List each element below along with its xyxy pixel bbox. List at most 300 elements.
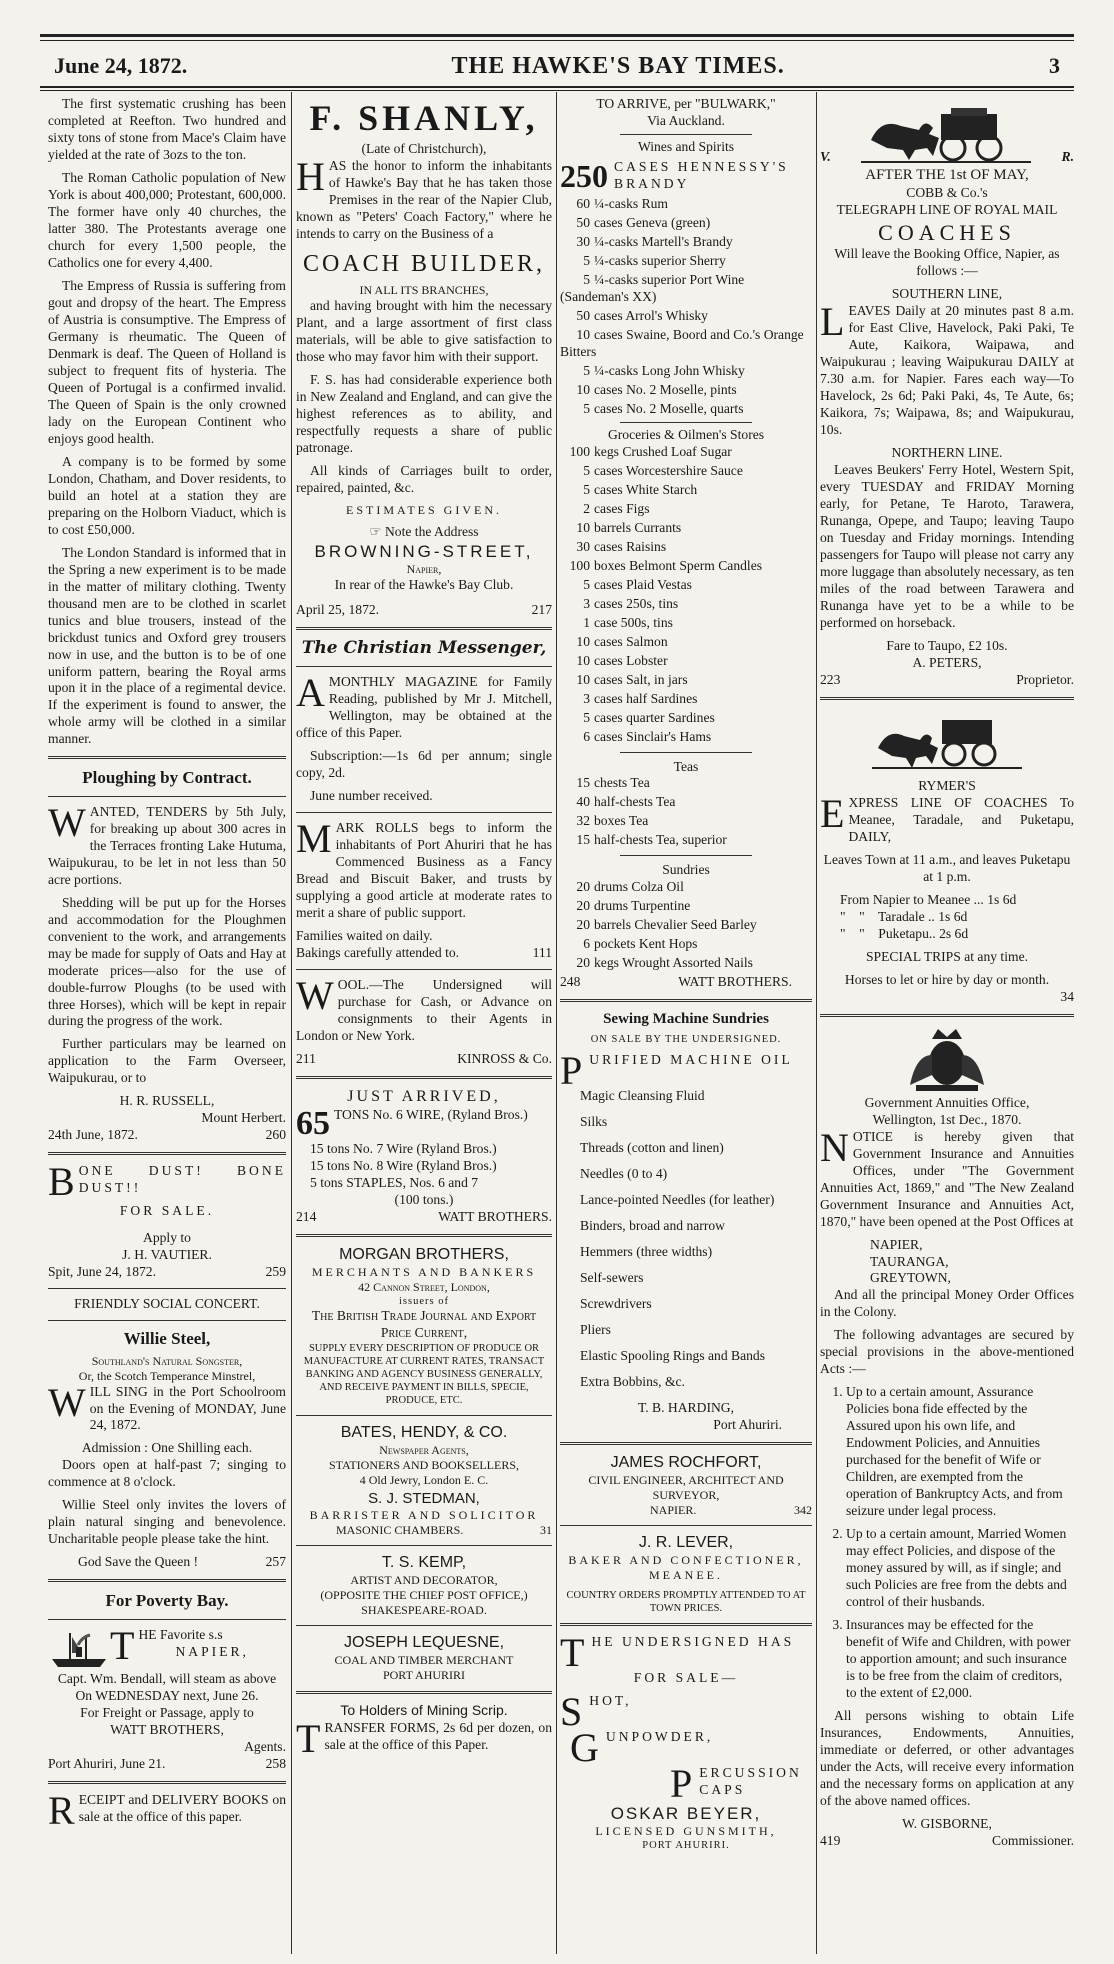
ad-text: Subscription:—1s 6d per annum; single copy, 2d. bbox=[296, 748, 552, 781]
ad-subtitle: IN ALL ITS BRANCHES, bbox=[359, 282, 489, 297]
ad-place: PORT AHURIRI. bbox=[642, 1840, 730, 1852]
list-item bbox=[560, 401, 812, 418]
ad-text: Proprietor. bbox=[1016, 671, 1074, 687]
section-title: SOUTHERN LINE, bbox=[891, 286, 1003, 302]
ad-text: God Save the Queen ! bbox=[78, 1554, 199, 1570]
drop-cap: R bbox=[48, 1787, 75, 1833]
sundries-list bbox=[560, 879, 812, 972]
list-item bbox=[560, 327, 812, 361]
ad-text: XPRESS LINE OF COACHES To Meanee, Taradale, and Puketapu, DAILY, bbox=[848, 794, 1074, 844]
ad-title: AFTER THE 1st OF MAY, bbox=[865, 167, 1029, 183]
ad-footer bbox=[820, 672, 1074, 689]
item-quantity: 5 bbox=[583, 271, 590, 287]
item-quantity: 20 bbox=[576, 879, 590, 895]
ad-text: issuers of bbox=[399, 1295, 449, 1307]
ad-name: J. R. LEVER, bbox=[638, 1533, 734, 1551]
item-quantity: 60 bbox=[576, 195, 590, 211]
item-description: cases half Sardines bbox=[594, 690, 698, 706]
ship-block bbox=[48, 1622, 286, 1671]
top-rule bbox=[40, 34, 1074, 37]
list-item bbox=[560, 482, 812, 499]
list-item bbox=[560, 234, 812, 251]
page-number: 3 bbox=[1049, 53, 1060, 78]
ad-text: HOT, bbox=[589, 1693, 632, 1709]
divider bbox=[820, 1014, 1074, 1017]
item-description: ¼-casks Long John Whisky bbox=[594, 362, 745, 378]
sewing-item: Lance-pointed Needles (for leather) bbox=[580, 1192, 775, 1208]
item-quantity: 5 bbox=[583, 462, 590, 478]
ad-footer bbox=[820, 1833, 1074, 1850]
ad-number: 419 bbox=[820, 1833, 841, 1848]
ad-text: Further particulars may be learned on application to the Farm Overseer, Waipukurau, or to bbox=[48, 1036, 286, 1086]
ad-text: HE Favorite s.s bbox=[138, 1626, 223, 1642]
list-item bbox=[560, 382, 812, 399]
item-quantity: 5 bbox=[583, 400, 590, 416]
sewing-item: Silks bbox=[580, 1114, 608, 1130]
ad-number: 257 bbox=[265, 1554, 286, 1570]
ad-town: Napier, bbox=[406, 561, 442, 576]
list-item bbox=[560, 215, 812, 232]
column-4 bbox=[820, 96, 1074, 1956]
item-description: cases White Starch bbox=[594, 481, 698, 497]
drop-cap: A bbox=[296, 670, 325, 716]
ad-footer bbox=[296, 1523, 552, 1538]
ad-signature: WATT BROTHERS. bbox=[438, 1208, 552, 1224]
sewing-items bbox=[560, 1088, 812, 1391]
divider bbox=[296, 1076, 552, 1079]
ad-text: Bakings carefully attended to. bbox=[296, 944, 460, 960]
ad-text: F. S. has had considerable experience both in New Zealand and England, and can give the highest references as to ability, and respectfully requests a share of public patronage. bbox=[296, 371, 552, 455]
ad-place: NAPIER. bbox=[650, 1502, 697, 1517]
ad-footer bbox=[48, 1756, 286, 1773]
divider bbox=[560, 1525, 812, 1526]
advantage-item: 2. Up to a certain amount, Married Women may effect Policies, and dispose of the money assured by will, as if single; and such Policies are free from the debts and control of their husbands. bbox=[846, 1526, 1074, 1611]
ad-text: All kinds of Carriages built to order, repaired, painted, &c. bbox=[296, 462, 552, 495]
ad-text: Doors open at half-past 7; singing to commence at 8 o'clock. bbox=[48, 1457, 286, 1490]
wines-list bbox=[560, 196, 812, 418]
ad-address: 4 Old Jewry, London E. C. bbox=[359, 1472, 489, 1487]
ad-number: 342 bbox=[794, 1502, 812, 1517]
ad-heading-line bbox=[560, 1048, 812, 1094]
ad-heading-line bbox=[560, 1630, 812, 1676]
ad-date: Wellington, 1st Dec., 1870. bbox=[872, 1111, 1022, 1127]
item-description: cases Geneva (green) bbox=[594, 214, 711, 230]
item-quantity: 6 bbox=[583, 728, 590, 744]
ad-title: Government Annuities Office, bbox=[864, 1094, 1030, 1110]
section-title: Sundries bbox=[662, 862, 710, 878]
towns-list bbox=[820, 1237, 1074, 1288]
drop-cap: W bbox=[48, 1379, 86, 1425]
ad-address: BROWNING-STREET, bbox=[314, 541, 534, 561]
drop-cap: W bbox=[296, 972, 334, 1018]
ad-text: ECEIPT and DELIVERY BOOKS on sale at the office of this paper. bbox=[78, 1791, 286, 1824]
ad-text: 15 tons No. 7 Wire (Ryland Bros.) bbox=[310, 1140, 497, 1156]
item-quantity: 10 bbox=[576, 326, 590, 342]
fare-line: " " Taradale .. 1s 6d bbox=[840, 908, 968, 924]
ad-text: BAKER AND CONFECTIONER, bbox=[568, 1552, 804, 1567]
ad-text: CASES HENNESSY'S BRANDY bbox=[614, 158, 789, 191]
drop-cap: B bbox=[48, 1159, 75, 1205]
ad-text: MONTHLY MAGAZINE for Family Reading, published by Mr J. Mitchell, Wellington, may be obtained at the office of this Paper. bbox=[296, 674, 552, 741]
ad-date: Port Ahuriri, June 21. bbox=[48, 1755, 166, 1771]
divider bbox=[620, 422, 752, 423]
ad-text: COUNTRY ORDERS PROMPTLY ATTENDED TO AT TOWN PRICES. bbox=[566, 1589, 806, 1615]
item-quantity: 40 bbox=[576, 794, 590, 810]
list-item bbox=[560, 813, 812, 830]
ad-title: ONE DUST! BONE DUST!! bbox=[78, 1163, 286, 1196]
drop-cap: T bbox=[296, 1715, 321, 1761]
item-quantity: 50 bbox=[576, 307, 590, 323]
divider bbox=[560, 1442, 812, 1445]
item-description: half-chests Tea bbox=[594, 794, 676, 810]
town-name: NAPIER, bbox=[870, 1236, 923, 1252]
drop-cap: M bbox=[296, 816, 332, 862]
ad-subtitle: Via Auckland. bbox=[647, 112, 725, 128]
ad-text: LICENSED GUNSMITH, bbox=[595, 1824, 777, 1839]
item-description: drums Turpentine bbox=[594, 898, 691, 914]
item-quantity: 2 bbox=[583, 500, 590, 516]
ad-text: AS the honor to inform the inhabitants of Hawke's Bay that he has taken those Premises in the rear of the Napier Club, known as "Peters' Coach Factory," where he intends to carry on the Business of a bbox=[296, 157, 552, 241]
ad-text: UNPOWDER, bbox=[605, 1729, 714, 1745]
ad-subtitle: (Late of Christchurch), bbox=[361, 141, 487, 156]
ad-text: MASONIC CHAMBERS. bbox=[336, 1523, 464, 1538]
list-item bbox=[560, 832, 812, 849]
ad-text: CIVIL ENGINEER, ARCHITECT AND SURVEYOR, bbox=[588, 1472, 784, 1502]
stagecoach-icon bbox=[861, 100, 1031, 166]
section-title: Teas bbox=[673, 758, 699, 774]
item-quantity: 5 bbox=[583, 576, 590, 592]
ad-subtitle: Or, the Scotch Temperance Minstrel, bbox=[78, 1368, 256, 1383]
item-quantity: 10 bbox=[576, 633, 590, 649]
sewing-item: Elastic Spooling Rings and Bands bbox=[580, 1348, 766, 1364]
section-title: NORTHERN LINE. bbox=[891, 445, 1003, 461]
town-name: TAURANGA, bbox=[870, 1253, 949, 1269]
ad-text: Fare to Taupo, £2 10s. bbox=[886, 637, 1008, 653]
sewing-item: Magic Cleansing Fluid bbox=[580, 1088, 705, 1104]
section-title: Wines and Spirits bbox=[637, 138, 735, 154]
item-quantity: 100 bbox=[569, 443, 590, 459]
list-item bbox=[560, 936, 812, 953]
ad-signature: A. PETERS, bbox=[912, 654, 982, 670]
ad-signature: WATT BROTHERS. bbox=[678, 974, 792, 990]
ad-text: Will leave the Booking Office, Napier, as follows :— bbox=[834, 246, 1060, 279]
ad-text: All persons wishing to obtain Life Insurances, Endowments, Annuities, immediate or deferred, or other advantages under the Acts, will receive every information and the necessary forms on application at any of the above named offices. bbox=[820, 1708, 1074, 1809]
ad-footer bbox=[48, 1127, 286, 1144]
item-description: ¼-casks Rum bbox=[594, 195, 669, 211]
item-description: kegs Wrought Assorted Nails bbox=[594, 955, 753, 971]
column-divider bbox=[816, 92, 817, 1954]
ad-date: April 25, 1872. bbox=[296, 601, 380, 617]
ad-text: Willie Steel only invites the lovers of plain natural singing and benevolence. Uncharitable people please take the hint. bbox=[48, 1497, 286, 1547]
item-quantity: 20 bbox=[576, 898, 590, 914]
item-description: cases Swaine, Boord and Co.'s Orange Bitters bbox=[560, 326, 804, 359]
list-item bbox=[560, 444, 812, 461]
divider bbox=[296, 969, 552, 970]
item-description: barrels Currants bbox=[594, 519, 682, 535]
divider bbox=[48, 1579, 286, 1582]
divider bbox=[620, 134, 752, 135]
ad-text: Shedding will be put up for the Horses and accommodation for the Ploughmen convenient to the work, and arrangements may be made for supply of Oats and Hay at moderate prices—also for the use of double-furrow Ploughs (to be used with three Horses), which will be kept in repair during the progress of the work. bbox=[48, 894, 286, 1029]
teas-list bbox=[560, 775, 812, 849]
ad-text: TONS No. 6 WIRE, (Ryland Bros.) bbox=[334, 1106, 528, 1122]
item-description: cases Figs bbox=[594, 500, 650, 516]
town-name: GREYTOWN, bbox=[870, 1270, 951, 1286]
ad-name: BATES, HENDY, & CO. bbox=[340, 1423, 508, 1441]
ad-footer bbox=[560, 974, 812, 991]
divider bbox=[296, 627, 552, 630]
divider bbox=[296, 1545, 552, 1546]
item-description: cases 250s, tins bbox=[594, 595, 679, 611]
list-item bbox=[560, 691, 812, 708]
ad-text: Note the Address bbox=[384, 523, 479, 539]
item-description: ¼-casks Martell's Brandy bbox=[594, 233, 733, 249]
divider bbox=[48, 1152, 286, 1155]
column-divider bbox=[556, 92, 557, 1954]
ad-text: ARK ROLLS begs to inform the inhabitants of Port Ahuriri that he has Commenced Business as a Fancy Bread and Biscuit Baker, and trusts by supplying a good article at moderate rates to merit a share of public support. bbox=[296, 820, 552, 920]
groceries-list bbox=[560, 444, 812, 746]
item-description: cases No. 2 Moselle, quarts bbox=[594, 400, 744, 416]
ad-subtitle: TELEGRAPH LINE OF ROYAL MAIL bbox=[836, 201, 1058, 217]
express-coach-icon bbox=[872, 708, 1022, 778]
ad-name: Willie Steel, bbox=[123, 1329, 211, 1349]
ad-text: SHAKESPEARE-ROAD. bbox=[361, 1603, 487, 1618]
masthead-rule bbox=[40, 86, 1074, 88]
item-description: half-chests Tea, superior bbox=[594, 832, 727, 848]
ad-text: Newspaper Agents, bbox=[379, 1442, 469, 1457]
item-quantity: 5 bbox=[583, 709, 590, 725]
list-item bbox=[560, 272, 812, 306]
item-quantity: 10 bbox=[576, 381, 590, 397]
ship-name: NAPIER, bbox=[175, 1643, 249, 1659]
item-description: cases quarter Sardines bbox=[594, 709, 715, 725]
divider bbox=[296, 1691, 552, 1694]
ad-footer bbox=[296, 1209, 552, 1226]
masthead bbox=[54, 46, 1060, 86]
list-item bbox=[560, 794, 812, 811]
top-rule-thin bbox=[40, 40, 1074, 41]
ad-text: ESTIMATES GIVEN. bbox=[346, 502, 502, 517]
ad-text: SUPPLY EVERY DESCRIPTION OF PRODUCE OR MANUFACTURE AT CURRENT RATES, TRANSACT BANKING AND AGENCY BUSINESS GENERALLY, AND RECEIVE PAYMENT IN BILLS, SPECIE, PRODUCE, ETC. bbox=[303, 1342, 545, 1407]
divider bbox=[296, 1415, 552, 1416]
section-title: Groceries & Oilmen's Stores bbox=[607, 426, 765, 442]
divider bbox=[296, 1625, 552, 1626]
item-description: ¼-casks superior Sherry bbox=[594, 252, 726, 268]
divider bbox=[820, 697, 1074, 700]
list-item bbox=[560, 558, 812, 575]
list-item bbox=[560, 879, 812, 896]
item-quantity: 15 bbox=[576, 832, 590, 848]
fare-line: From Napier to Meanee ... 1s 6d bbox=[840, 891, 1017, 907]
item-description: drums Colza Oil bbox=[594, 879, 684, 895]
ad-heading: COACHES bbox=[878, 219, 1016, 245]
item-description: cases Salt, in jars bbox=[594, 671, 688, 687]
ad-text: OTICE is hereby given that Government Insurance and Annuities Offices, under "The Government Annuities Act, 1869," and "The New Zealand Government Insurance and Annuities Act, 1870," have been opened at the Post Offices at bbox=[820, 1128, 1074, 1229]
ad-name: JAMES ROCHFORT, bbox=[610, 1453, 762, 1471]
ad-number: 258 bbox=[265, 1755, 286, 1771]
ad-text: ARTIST AND DECORATOR, bbox=[350, 1573, 498, 1588]
ad-heading: URIFIED MACHINE OIL bbox=[589, 1052, 793, 1068]
item-description: cases Raisins bbox=[594, 538, 667, 554]
item-quantity: 30 bbox=[576, 233, 590, 249]
ad-footer bbox=[296, 945, 552, 962]
divider bbox=[560, 1623, 812, 1626]
ad-text: (100 tons.) bbox=[394, 1191, 454, 1207]
column-1 bbox=[48, 96, 286, 1956]
column-divider bbox=[291, 92, 292, 1954]
ad-date: Spit, June 24, 1872. bbox=[48, 1264, 156, 1280]
coach-banner bbox=[820, 96, 1074, 166]
news-item: The Empress of Russia is suffering from gout and dropsy of the heart. The Empress of Austria is consumptive. The Empress of Germany is rheumatic. The Queen of Denmark is deaf. The Queen of Holland is subject to frequent fits of hysteria. The Queen of Portugal is a confirmed invalid. The Queen of Spain is the only crowned lady on the European Continent who enjoys good health. bbox=[48, 277, 286, 446]
list-item bbox=[560, 577, 812, 594]
ad-name: F. SHANLY, bbox=[309, 98, 539, 138]
ad-subtitle: MERCHANTS AND BANKERS bbox=[311, 1264, 537, 1279]
list-item bbox=[560, 955, 812, 972]
news-item: The first systematic crushing has been completed at Reefton. Two hundred and sixty tons of stone from Mace's Claim have yielded at the rate of 3ozs to the ton. bbox=[48, 96, 286, 162]
drop-cap: L bbox=[820, 299, 845, 345]
ad-name: T. S. KEMP, bbox=[381, 1554, 467, 1572]
divider bbox=[48, 1320, 286, 1321]
item-quantity: 32 bbox=[576, 813, 590, 829]
divider bbox=[296, 812, 552, 813]
item-description: cases Lobster bbox=[594, 652, 668, 668]
ad-signature: J. H. VAUTIER. bbox=[122, 1247, 212, 1263]
ad-text: STATIONERS AND BOOKSELLERS, bbox=[328, 1457, 520, 1472]
list-item bbox=[560, 196, 812, 213]
list-item bbox=[560, 672, 812, 689]
divider bbox=[48, 1781, 286, 1784]
list-item bbox=[560, 596, 812, 613]
ad-text: (OPPOSITE THE CHIEF POST OFFICE,) bbox=[320, 1588, 528, 1603]
list-item bbox=[560, 615, 812, 632]
ad-name: RYMER'S bbox=[918, 777, 976, 793]
item-quantity: 3 bbox=[583, 595, 590, 611]
ad-number: 211 bbox=[296, 1050, 316, 1066]
item-description: cases Arrol's Whisky bbox=[594, 307, 708, 323]
drop-cap: T bbox=[110, 1622, 135, 1668]
divider bbox=[560, 999, 812, 1002]
ad-text: 15 tons No. 8 Wire (Ryland Bros.) bbox=[310, 1157, 497, 1173]
ad-text: June number received. bbox=[310, 788, 433, 804]
list-item bbox=[560, 520, 812, 537]
ad-text: And all the principal Money Order Offices in the Colony. bbox=[820, 1287, 1074, 1320]
note-line bbox=[296, 524, 552, 541]
item-quantity: 30 bbox=[576, 538, 590, 554]
ad-text: Families waited on daily. bbox=[296, 927, 433, 943]
ad-heading: COACH BUILDER, bbox=[302, 250, 545, 277]
sewing-item: Threads (cotton and linen) bbox=[580, 1140, 724, 1156]
sewing-item: Binders, broad and narrow bbox=[580, 1218, 725, 1234]
divider bbox=[620, 855, 752, 856]
divider bbox=[48, 756, 286, 759]
item-quantity: 100 bbox=[569, 557, 590, 573]
ad-text: FOR SALE— bbox=[633, 1670, 739, 1686]
ad-number: 214 bbox=[296, 1208, 317, 1224]
list-item bbox=[560, 463, 812, 480]
ad-title: For Poverty Bay. bbox=[105, 1591, 229, 1611]
divider bbox=[48, 1288, 286, 1289]
item-description: case 500s, tins bbox=[594, 614, 673, 630]
banner-letter: V. bbox=[820, 149, 831, 165]
ad-text: ILL SING in the Port Schoolroom on the Evening of MONDAY, June 24, 1872. bbox=[89, 1383, 286, 1433]
divider bbox=[296, 666, 552, 667]
ad-footer bbox=[296, 602, 552, 619]
item-quantity: 10 bbox=[576, 652, 590, 668]
ad-subtitle: FOR SALE. bbox=[119, 1203, 215, 1219]
ad-footer bbox=[296, 1051, 552, 1068]
item-description: boxes Tea bbox=[594, 813, 649, 829]
ad-date: 24th June, 1872. bbox=[48, 1127, 138, 1143]
ad-text: On WEDNESDAY next, June 26. bbox=[75, 1687, 259, 1703]
list-item bbox=[560, 917, 812, 934]
drop-cap: G bbox=[570, 1725, 602, 1771]
royal-arms-icon bbox=[902, 1025, 992, 1095]
ad-signature: W. GISBORNE, bbox=[902, 1816, 992, 1832]
item-description: cases No. 2 Moselle, pints bbox=[594, 381, 737, 397]
divider bbox=[620, 752, 752, 753]
ad-number: 34 bbox=[1060, 988, 1074, 1004]
ad-title: FRIENDLY SOCIAL CONCERT. bbox=[74, 1296, 260, 1312]
drop-cap: E bbox=[820, 790, 845, 836]
ad-place: Mount Herbert. bbox=[201, 1110, 286, 1126]
ad-place: MEANEE. bbox=[649, 1567, 723, 1582]
banner-letter: R. bbox=[1061, 149, 1074, 165]
item-quantity: 5 bbox=[583, 362, 590, 378]
drop-cap: H bbox=[296, 153, 325, 199]
sewing-item: Extra Bobbins, &c. bbox=[580, 1374, 685, 1390]
item-quantity: 10 bbox=[576, 519, 590, 535]
column-3 bbox=[560, 96, 812, 1956]
ad-name: JOSEPH LEQUESNE, bbox=[343, 1634, 505, 1652]
list-item bbox=[560, 253, 812, 270]
item-quantity: 5 bbox=[583, 481, 590, 497]
ad-subtitle: ON SALE BY THE UNDERSIGNED. bbox=[590, 1034, 782, 1046]
ad-number: 111 bbox=[532, 944, 552, 960]
ad-name: S. J. STEDMAN, bbox=[368, 1489, 480, 1507]
ad-text: Commissioner. bbox=[992, 1833, 1074, 1848]
paper-title: THE HAWKE'S BAY TIMES. bbox=[451, 52, 785, 79]
ad-item-line bbox=[560, 1689, 812, 1735]
ad-number: 260 bbox=[265, 1127, 286, 1143]
item-quantity: 6 bbox=[583, 936, 590, 952]
column-2 bbox=[296, 96, 552, 1956]
ad-text: Horses to let or hire by day or month. bbox=[844, 971, 1050, 987]
ad-heading: JUST ARRIVED, bbox=[347, 1087, 501, 1105]
ad-text: PORT AHURIRI bbox=[382, 1668, 466, 1683]
news-item: A company is to be formed by some London, Chatham, and Dover residents, to build an hotel at a station they are preparing on the Holborn Viaduct, which is to cost £50,000. bbox=[48, 453, 286, 537]
item-quantity: 3 bbox=[583, 690, 590, 706]
item-quantity: 20 bbox=[576, 955, 590, 971]
list-item bbox=[560, 634, 812, 651]
ad-title: Sewing Machine Sundries bbox=[603, 1011, 769, 1028]
news-item: The Roman Catholic population of New York is about 400,000; Protestant, 600,000. The former have only 40 churches, the latter 380. The Protestants average one church for every 1,500 people, the Catholics one for every 4,400. bbox=[48, 169, 286, 270]
ad-text: ANTED, TENDERS by 5th July, for breaking up about 300 acres in the Terraces fronting Lake Hutuma, Waipukurau, to be let in not less than 50 acre portions. bbox=[48, 803, 286, 887]
ad-text: ERCUSSION CAPS bbox=[699, 1765, 802, 1798]
item-description: pockets Kent Hops bbox=[594, 936, 698, 952]
item-quantity: 50 bbox=[576, 214, 590, 230]
item-description: cases Salmon bbox=[594, 633, 668, 649]
item-description: cases Sinclair's Hams bbox=[594, 728, 712, 744]
ad-title: The Christian Messenger, bbox=[301, 637, 547, 658]
item-quantity: 15 bbox=[576, 775, 590, 791]
ad-text: The British Trade Journal and Export Price Current, bbox=[311, 1307, 537, 1340]
ad-text: Agents. bbox=[244, 1738, 286, 1754]
sewing-item: Screwdrivers bbox=[580, 1296, 652, 1312]
ad-number: 259 bbox=[265, 1264, 286, 1280]
divider bbox=[48, 1619, 286, 1620]
item-description: barrels Chevalier Seed Barley bbox=[594, 917, 757, 933]
ad-number: 31 bbox=[540, 1523, 552, 1538]
masthead-rule-thin bbox=[40, 90, 1074, 91]
